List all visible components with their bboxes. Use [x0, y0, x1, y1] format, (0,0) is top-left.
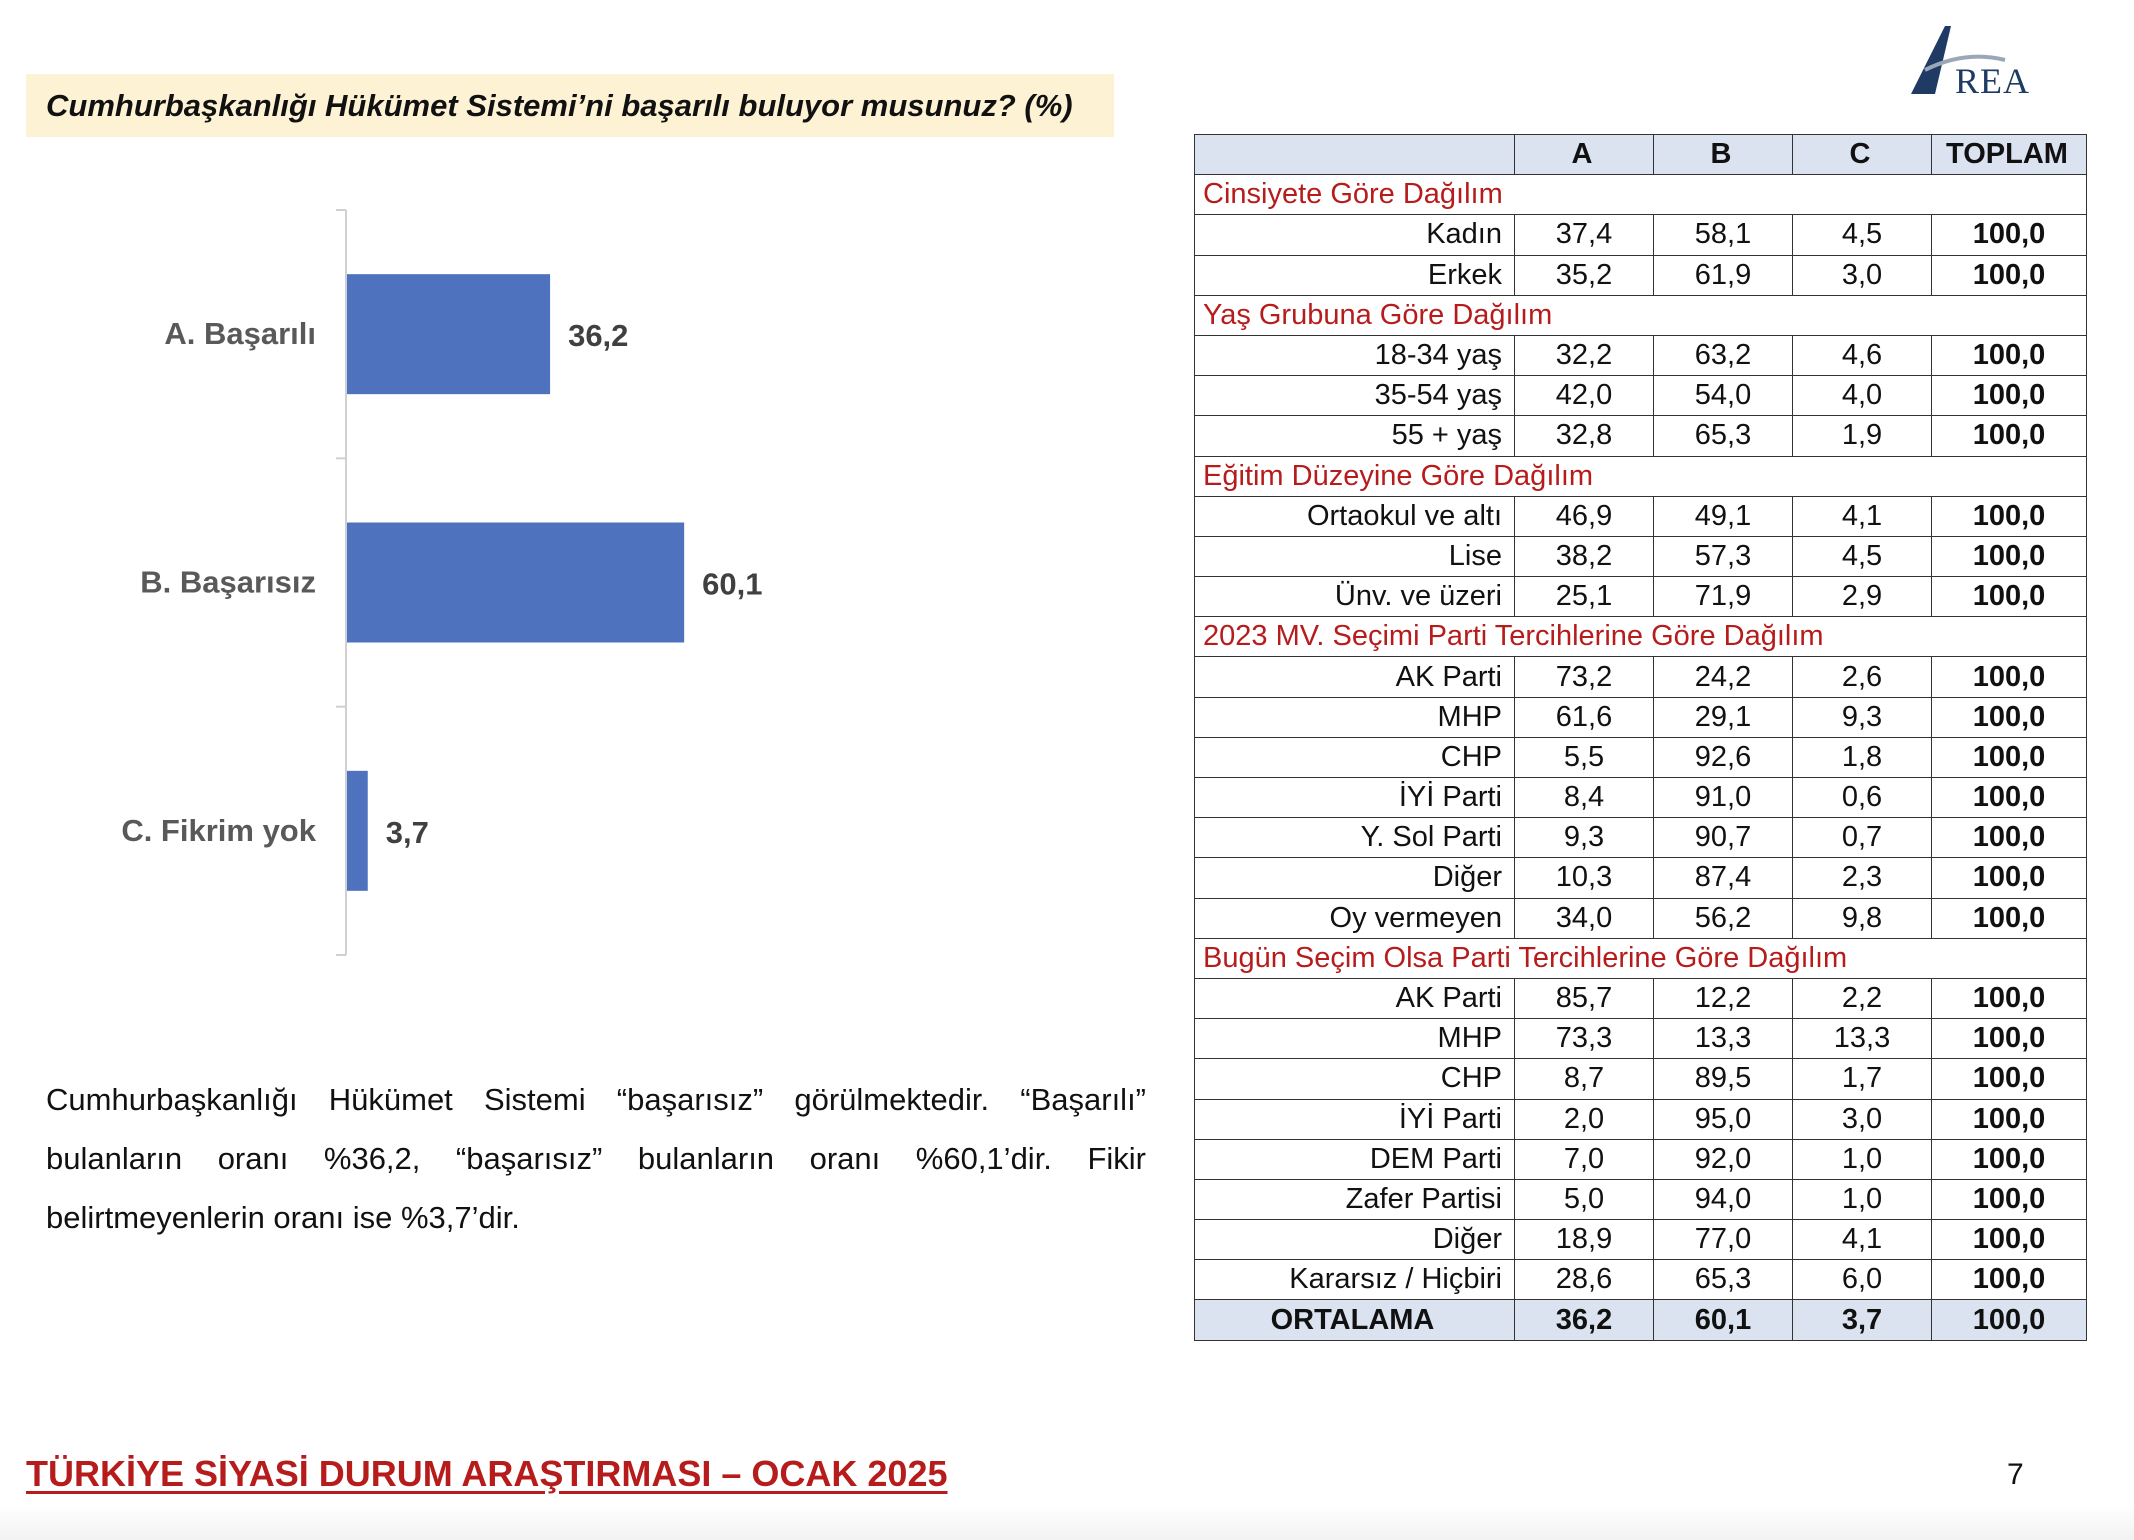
bar-2: [347, 523, 684, 643]
value-cell: 4,1: [1793, 496, 1932, 536]
header-blank: [1195, 135, 1515, 175]
value-cell: 73,3: [1515, 1019, 1654, 1059]
value-cell: 25,1: [1515, 577, 1654, 617]
value-cell: 95,0: [1654, 1099, 1793, 1139]
value-cell: 1,9: [1793, 416, 1932, 456]
total-cell: 100,0: [1932, 898, 2087, 938]
value-cell: 58,1: [1654, 215, 1793, 255]
value-cell: 9,3: [1515, 818, 1654, 858]
table-row: [1195, 496, 2087, 536]
total-cell: 100,0: [1932, 737, 2087, 777]
value-cell: 32,8: [1515, 416, 1654, 456]
bar-chart: [0, 190, 1150, 970]
value-cell: 34,0: [1515, 898, 1654, 938]
header-toplam: TOPLAM: [1932, 135, 2087, 175]
table-row: [1195, 737, 2087, 777]
total-cell: 100,0: [1932, 1260, 2087, 1300]
section-row: [1195, 617, 2087, 657]
value-cell: 89,5: [1654, 1059, 1793, 1099]
table-row: [1195, 858, 2087, 898]
total-cell: 100,0: [1932, 1139, 2087, 1179]
total-cell: 100,0: [1932, 416, 2087, 456]
value-cell: 87,4: [1654, 858, 1793, 898]
section-title: Eğitim Düzeyine Göre Dağılım: [1195, 456, 2087, 496]
table-row: [1195, 1220, 2087, 1260]
table-row: [1195, 1059, 2087, 1099]
row-label: Ortaokul ve altı: [1195, 496, 1515, 536]
total-cell: 100,0: [1932, 858, 2087, 898]
table-row: [1195, 536, 2087, 576]
total-cell: 100,0: [1932, 697, 2087, 737]
section-row: [1195, 175, 2087, 215]
value-cell: 49,1: [1654, 496, 1793, 536]
value-cell: 32,2: [1515, 335, 1654, 375]
total-cell: 100,0: [1932, 1019, 2087, 1059]
total-cell: 100,0: [1932, 215, 2087, 255]
value-label: 60,1: [702, 566, 763, 602]
total-cell: 100,0: [1932, 335, 2087, 375]
table-row: [1195, 778, 2087, 818]
row-label: Lise: [1195, 536, 1515, 576]
value-cell: 8,7: [1515, 1059, 1654, 1099]
total-cell: 100,0: [1932, 1099, 2087, 1139]
value-cell: 46,9: [1515, 496, 1654, 536]
row-label: Ünv. ve üzeri: [1195, 577, 1515, 617]
row-label: İYİ Parti: [1195, 1099, 1515, 1139]
row-label: Y. Sol Parti: [1195, 818, 1515, 858]
question-title: Cumhurbaşkanlığı Hükümet Sistemi’ni başarılı buluyor musunuz? (%): [46, 87, 1073, 123]
crosstab-table-wrap: [1194, 134, 2086, 1341]
crosstab-table: [1194, 134, 2087, 1341]
total-cell: 100,0: [1932, 1220, 2087, 1260]
total-cell: 100,0: [1932, 496, 2087, 536]
table-row: [1195, 1260, 2087, 1300]
value-cell: 4,1: [1793, 1220, 1932, 1260]
total-cell: 100,0: [1932, 978, 2087, 1018]
value-cell: 8,4: [1515, 778, 1654, 818]
value-label: 36,2: [568, 318, 629, 354]
category-label: C. Fikrim yok: [121, 812, 316, 848]
section-row: [1195, 456, 2087, 496]
row-label: Oy vermeyen: [1195, 898, 1515, 938]
value-cell: 18,9: [1515, 1220, 1654, 1260]
value-cell: 56,2: [1654, 898, 1793, 938]
total-cell: 100,0: [1932, 577, 2087, 617]
average-cell: 3,7: [1793, 1300, 1932, 1340]
value-cell: 77,0: [1654, 1220, 1793, 1260]
value-cell: 5,0: [1515, 1179, 1654, 1219]
total-cell: 100,0: [1932, 778, 2087, 818]
row-label: AK Parti: [1195, 978, 1515, 1018]
value-cell: 29,1: [1654, 697, 1793, 737]
row-label: CHP: [1195, 1059, 1515, 1099]
row-label: 18-34 yaş: [1195, 335, 1515, 375]
value-cell: 61,6: [1515, 697, 1654, 737]
header-b: B: [1654, 135, 1793, 175]
value-cell: 2,3: [1793, 858, 1932, 898]
value-cell: 63,2: [1654, 335, 1793, 375]
average-cell: 60,1: [1654, 1300, 1793, 1340]
total-cell: 100,0: [1932, 657, 2087, 697]
row-label: AK Parti: [1195, 657, 1515, 697]
value-cell: 4,6: [1793, 335, 1932, 375]
value-cell: 2,0: [1515, 1099, 1654, 1139]
total-cell: 100,0: [1932, 1179, 2087, 1219]
row-label: Diğer: [1195, 1220, 1515, 1260]
value-cell: 94,0: [1654, 1179, 1793, 1219]
category-label: A. Başarılı: [164, 316, 316, 352]
section-title: Bugün Seçim Olsa Parti Tercihlerine Göre Dağılım: [1195, 938, 2087, 978]
table-row: [1195, 1019, 2087, 1059]
value-cell: 10,3: [1515, 858, 1654, 898]
value-cell: 38,2: [1515, 536, 1654, 576]
value-cell: 4,5: [1793, 215, 1932, 255]
value-cell: 3,0: [1793, 1099, 1932, 1139]
value-cell: 4,5: [1793, 536, 1932, 576]
bar-3: [347, 771, 368, 891]
logo-text: REA: [1955, 61, 2030, 101]
value-cell: 71,9: [1654, 577, 1793, 617]
average-cell: 36,2: [1515, 1300, 1654, 1340]
table-row: [1195, 697, 2087, 737]
value-cell: 13,3: [1793, 1019, 1932, 1059]
value-cell: 35,2: [1515, 255, 1654, 295]
header-a: A: [1515, 135, 1654, 175]
section-row: [1195, 938, 2087, 978]
table-row: [1195, 818, 2087, 858]
value-cell: 1,7: [1793, 1059, 1932, 1099]
total-cell: 100,0: [1932, 255, 2087, 295]
total-cell: 100,0: [1932, 376, 2087, 416]
value-cell: 65,3: [1654, 416, 1793, 456]
value-cell: 73,2: [1515, 657, 1654, 697]
value-cell: 65,3: [1654, 1260, 1793, 1300]
value-cell: 9,3: [1793, 697, 1932, 737]
table-row: [1195, 978, 2087, 1018]
value-cell: 2,2: [1793, 978, 1932, 1018]
average-label: ORTALAMA: [1195, 1300, 1515, 1340]
total-cell: 100,0: [1932, 818, 2087, 858]
table-row: [1195, 416, 2087, 456]
value-cell: 42,0: [1515, 376, 1654, 416]
value-cell: 61,9: [1654, 255, 1793, 295]
value-cell: 12,2: [1654, 978, 1793, 1018]
table-row: [1195, 335, 2087, 375]
header-c: C: [1793, 135, 1932, 175]
total-cell: 100,0: [1932, 536, 2087, 576]
category-label: B. Başarısız: [140, 564, 316, 600]
value-cell: 7,0: [1515, 1139, 1654, 1179]
value-cell: 57,3: [1654, 536, 1793, 576]
table-row: [1195, 657, 2087, 697]
value-cell: 1,0: [1793, 1179, 1932, 1219]
row-label: Kadın: [1195, 215, 1515, 255]
page-number: 7: [2007, 1458, 2024, 1491]
value-cell: 54,0: [1654, 376, 1793, 416]
page-bottom-edge: [0, 1505, 2134, 1540]
row-label: DEM Parti: [1195, 1139, 1515, 1179]
row-label: Diğer: [1195, 858, 1515, 898]
table-row: [1195, 376, 2087, 416]
value-cell: 92,6: [1654, 737, 1793, 777]
value-cell: 0,6: [1793, 778, 1932, 818]
value-cell: 6,0: [1793, 1260, 1932, 1300]
table-row: [1195, 898, 2087, 938]
value-cell: 92,0: [1654, 1139, 1793, 1179]
section-row: [1195, 295, 2087, 335]
table-row: [1195, 215, 2087, 255]
section-title: 2023 MV. Seçimi Parti Tercihlerine Göre Dağılım: [1195, 617, 2087, 657]
value-label: 3,7: [385, 814, 429, 850]
value-cell: 90,7: [1654, 818, 1793, 858]
row-label: Zafer Partisi: [1195, 1179, 1515, 1219]
value-cell: 37,4: [1515, 215, 1654, 255]
row-label: MHP: [1195, 1019, 1515, 1059]
value-cell: 13,3: [1654, 1019, 1793, 1059]
summary-text: Cumhurbaşkanlığı Hükümet Sistemi “başarısız” görülmektedir. “Başarılı” bulanların oranı %36,2, “başarısız” bulanların oranı %60,1’dir. Fikir belirtmeyenlerin oranı ise %3,7’dir.: [46, 1082, 1146, 1235]
row-label: CHP: [1195, 737, 1515, 777]
table-row: [1195, 1179, 2087, 1219]
question-title-box: [26, 74, 1114, 137]
value-cell: 91,0: [1654, 778, 1793, 818]
row-label: 35-54 yaş: [1195, 376, 1515, 416]
value-cell: 85,7: [1515, 978, 1654, 1018]
row-label: Erkek: [1195, 255, 1515, 295]
value-cell: 1,0: [1793, 1139, 1932, 1179]
table-row: [1195, 1099, 2087, 1139]
row-label: 55 + yaş: [1195, 416, 1515, 456]
value-cell: 3,0: [1793, 255, 1932, 295]
total-cell: 100,0: [1932, 1059, 2087, 1099]
row-label: MHP: [1195, 697, 1515, 737]
value-cell: 9,8: [1793, 898, 1932, 938]
value-cell: 1,8: [1793, 737, 1932, 777]
table-row: [1195, 577, 2087, 617]
footer-title: TÜRKİYE SİYASİ DURUM ARAŞTIRMASI – OCAK 2025: [26, 1453, 948, 1494]
table-row: [1195, 1139, 2087, 1179]
section-title: Cinsiyete Göre Dağılım: [1195, 175, 2087, 215]
value-cell: 28,6: [1515, 1260, 1654, 1300]
table-header-row: [1195, 135, 2087, 175]
row-label: İYİ Parti: [1195, 778, 1515, 818]
value-cell: 4,0: [1793, 376, 1932, 416]
value-cell: 5,5: [1515, 737, 1654, 777]
table-row: [1195, 255, 2087, 295]
value-cell: 2,6: [1793, 657, 1932, 697]
value-cell: 2,9: [1793, 577, 1932, 617]
value-cell: 0,7: [1793, 818, 1932, 858]
row-label: Kararsız / Hiçbiri: [1195, 1260, 1515, 1300]
average-cell: 100,0: [1932, 1300, 2087, 1340]
bar-1: [347, 274, 550, 394]
value-cell: 24,2: [1654, 657, 1793, 697]
average-row: [1195, 1300, 2087, 1340]
section-title: Yaş Grubuna Göre Dağılım: [1195, 295, 2087, 335]
